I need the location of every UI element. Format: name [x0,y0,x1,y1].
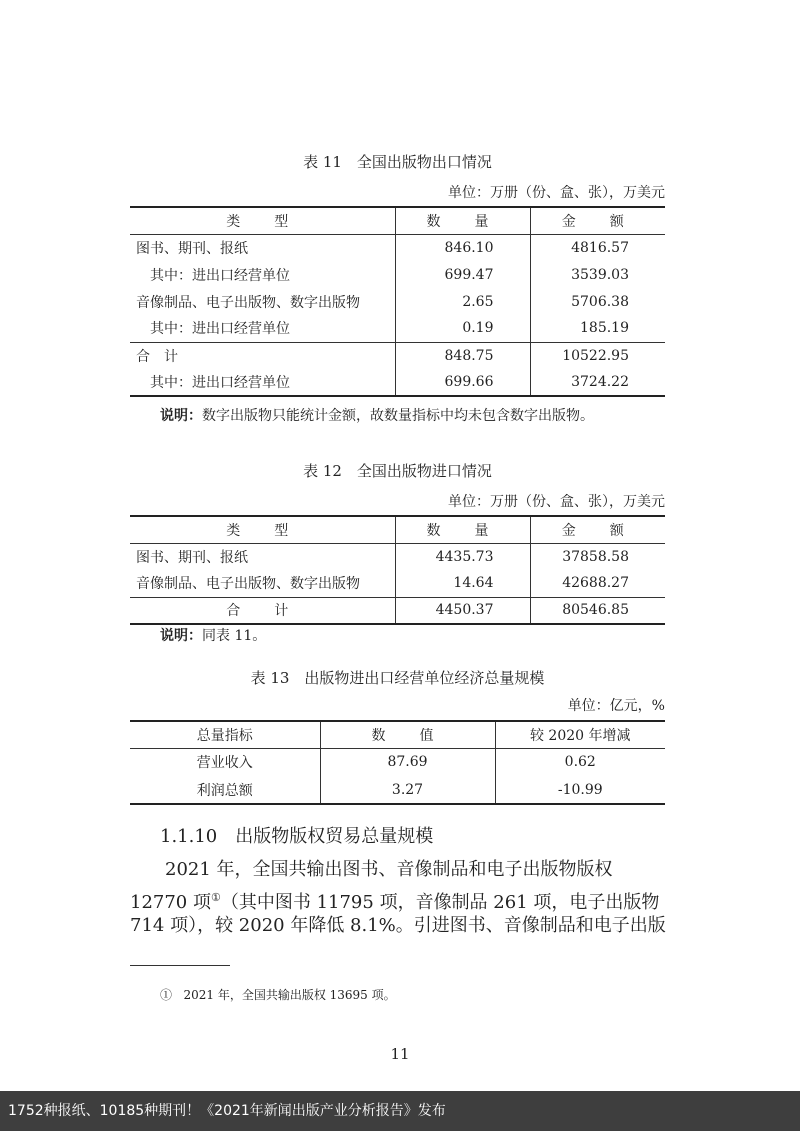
note-label: 说明： [160,628,202,644]
row-label: 其中：进出口经营单位 [150,267,290,284]
row-label: 合 计 [130,597,395,624]
table-row [130,543,665,570]
paragraph-segment: 12770 项 [130,892,211,913]
page-number: 11 [390,1045,410,1063]
row-amount: 4816.57 [530,234,665,261]
row-amount: 185.19 [530,315,665,342]
row-label: 音像制品、电子出版物、数字出版物 [136,294,360,311]
table11-unit: 单位：万册（份、盒、张），万美元 [448,185,665,201]
table13-header-indicator: 总量指标 [130,721,320,748]
table11-header-amount: 金 额 [530,207,665,234]
row-quantity: 699.66 [395,369,530,396]
footnote-ref[interactable]: ① [210,891,221,904]
note-text: 同表 11。 [202,628,267,644]
footnote-marker: ① [160,988,173,1002]
table-row [130,261,665,288]
table13-unit: 单位：亿元，% [567,698,665,714]
row-quantity: 14.64 [395,570,530,597]
table-row [130,288,665,315]
table12-header-type: 类 型 [130,516,395,543]
row-amount: 80546.85 [530,597,665,624]
row-label: 其中：进出口经营单位 [150,321,290,338]
table-row [130,776,665,804]
row-change: 0.62 [495,748,665,776]
paragraph-line: 714 项），较 2020 年降低 8.1%。引进图书、音像制品和电子出版 [130,915,666,936]
row-label: 利润总额 [130,776,320,804]
table-row [130,234,665,261]
row-quantity: 4435.73 [395,543,530,570]
row-quantity: 846.10 [395,234,530,261]
row-amount: 10522.95 [530,342,665,369]
table11-note [160,405,594,425]
table12-header-quantity: 数 量 [395,516,530,543]
table-row-total [130,597,665,624]
paragraph-segment: （其中图书 11795 项，音像制品 261 项，电子出版物 [220,892,660,913]
table11 [130,206,665,397]
row-quantity: 699.47 [395,261,530,288]
table-row [130,748,665,776]
row-label: 图书、期刊、报纸 [136,549,248,566]
table12-caption: 表 12 全国出版物进口情况 [303,462,492,480]
row-value: 3.27 [320,776,495,804]
table13-header-value: 数 值 [320,721,495,748]
table-row [130,315,665,342]
section-heading: 1.1.10 出版物版权贸易总量规模 [160,826,434,847]
note-text: 数字出版物只能统计金额，故数量指标中均未包含数字出版物。 [202,408,594,424]
row-change: -10.99 [495,776,665,804]
table11-caption: 表 11 全国出版物出口情况 [303,153,492,171]
footnote-text: 2021 年，全国共输出版权 13695 项。 [183,988,396,1002]
row-amount: 42688.27 [530,570,665,597]
row-amount: 37858.58 [530,543,665,570]
row-amount: 5706.38 [530,288,665,315]
table13 [130,720,665,805]
row-quantity: 4450.37 [395,597,530,624]
table-row [130,570,665,597]
table12-unit: 单位：万册（份、盒、张），万美元 [448,494,665,510]
row-quantity: 0.19 [395,315,530,342]
row-label: 音像制品、电子出版物、数字出版物 [136,576,360,593]
row-amount: 3724.22 [530,369,665,396]
paragraph-line: 2021 年，全国共输出图书、音像制品和电子出版物版权 [165,859,613,880]
table11-header-type: 类 型 [130,207,395,234]
table13-header-change: 较 2020 年增减 [495,721,665,748]
row-amount: 3539.03 [530,261,665,288]
note-label: 说明： [160,408,202,424]
table13-caption: 表 13 出版物进出口经营单位经济总量规模 [250,669,545,687]
table12-note [160,625,266,645]
footnote-divider [130,965,230,966]
table12-header-amount: 金 额 [530,516,665,543]
row-label: 其中：进出口经营单位 [130,369,395,396]
table12 [130,515,665,625]
row-label: 图书、期刊、报纸 [136,240,248,257]
row-quantity: 2.65 [395,288,530,315]
row-label: 合 计 [130,342,395,369]
row-quantity: 848.75 [395,342,530,369]
table-row-total [130,342,665,369]
footnote [160,986,396,1003]
caption-banner: 1752种报纸、10185种期刊！《2021年新闻出版产业分析报告》发布 [0,1091,800,1131]
row-value: 87.69 [320,748,495,776]
table-row [130,369,665,396]
row-label: 营业收入 [196,755,253,772]
table11-header-quantity: 数 量 [395,207,530,234]
